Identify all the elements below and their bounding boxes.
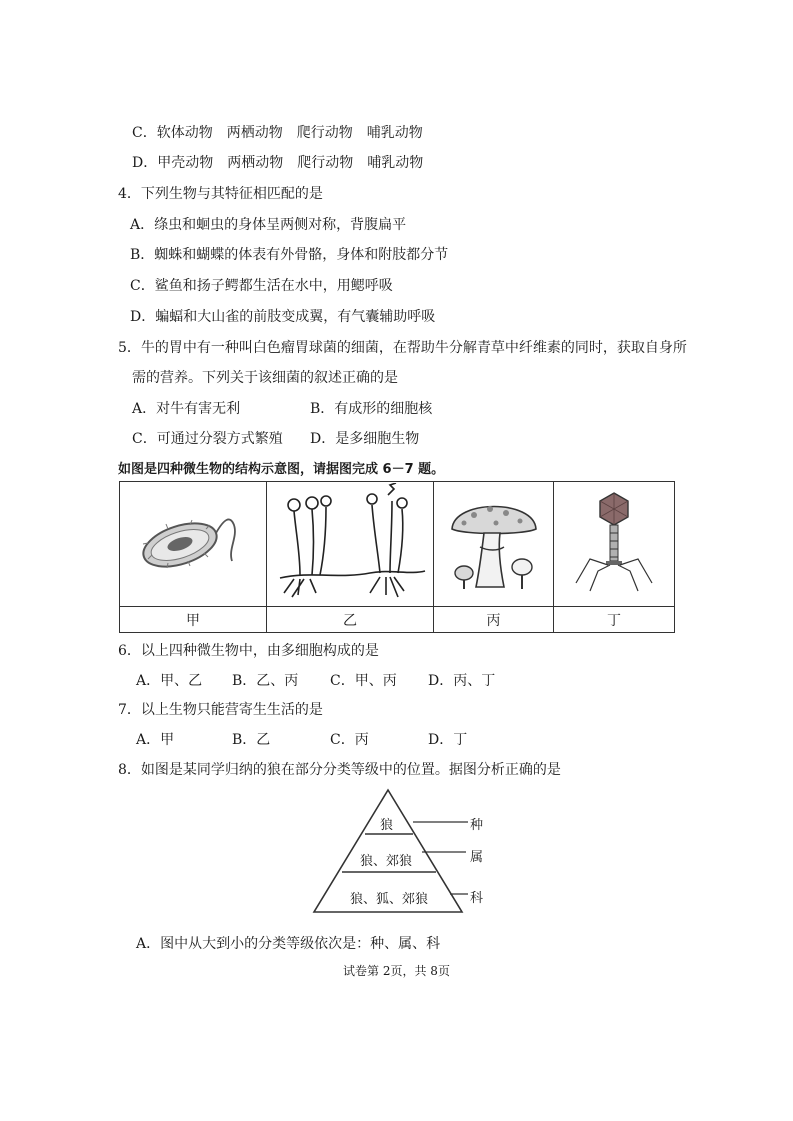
q3-option-d: D．甲壳动物 两栖动物 爬行动物 哺乳动物 xyxy=(132,155,424,171)
q5-option-d: D．是多细胞生物 xyxy=(310,431,420,447)
section-instruction: 如图是四种微生物的结构示意图，请据图完成 6－7 题。 xyxy=(118,462,445,477)
label-bing: 丙 xyxy=(434,607,554,633)
pyramid-tier-species: 狼 xyxy=(380,818,394,833)
q4-option-c: C．鲨鱼和扬子鳄都生活在水中，用鳃呼吸 xyxy=(130,278,393,294)
mold-illustration xyxy=(270,483,430,601)
mushroom-cell xyxy=(434,482,554,607)
q4-option-d: D．蝙蝠和大山雀的前肢变成翼，有气囊辅助呼吸 xyxy=(130,309,436,325)
bacteriophage-illustration xyxy=(564,487,664,597)
q6-option-c: C．甲、丙 xyxy=(330,673,397,689)
label-yi: 乙 xyxy=(267,607,434,633)
rank-label-family: 科 xyxy=(470,891,484,906)
microorganism-table xyxy=(119,481,675,633)
q7-option-d: D．丁 xyxy=(428,732,468,748)
q5-stem-line2: 需的营养。下列关于该细菌的叙述正确的是 xyxy=(132,370,398,386)
taxonomy-pyramid xyxy=(310,786,510,916)
q7-option-b: B．乙 xyxy=(232,732,271,748)
q5-stem-line1: 5．牛的胃中有一种叫白色瘤胃球菌的细菌，在帮助牛分解青草中纤维素的同时，获取自身所 xyxy=(118,340,687,356)
q6-option-a: A．甲、乙 xyxy=(136,673,203,689)
bacterium-illustration xyxy=(128,497,258,587)
q7-stem: 7．以上生物只能营寄生生活的是 xyxy=(118,702,323,718)
rank-label-genus: 属 xyxy=(470,850,484,865)
q6-option-d: D．丙、丁 xyxy=(428,673,496,689)
virus-cell xyxy=(554,482,675,607)
q5-option-a: A．对牛有害无利 xyxy=(132,401,241,417)
label-ding: 丁 xyxy=(554,607,675,633)
q4-option-b: B．蜘蛛和蝴蝶的体表有外骨骼，身体和附肢都分节 xyxy=(130,247,449,263)
q7-option-a: A．甲 xyxy=(136,732,175,748)
q5-option-b: B．有成形的细胞核 xyxy=(310,401,433,417)
q6-stem: 6．以上四种微生物中，由多细胞构成的是 xyxy=(118,643,379,659)
pyramid-tier-genus: 狼、郊狼 xyxy=(360,854,413,869)
mushroom-illustration xyxy=(444,487,544,597)
q6-option-b: B．乙、丙 xyxy=(232,673,299,689)
q8-option-a: A．图中从大到小的分类等级依次是：种、属、科 xyxy=(136,936,441,952)
q4-option-a: A．绦虫和蛔虫的身体呈两侧对称，背腹扁平 xyxy=(130,217,407,233)
label-jia: 甲 xyxy=(120,607,267,633)
q8-stem: 8．如图是某同学归纳的狼在部分分类等级中的位置。据图分析正确的是 xyxy=(118,762,561,778)
rank-label-species: 种 xyxy=(470,818,484,833)
q5-option-c: C．可通过分裂方式繁殖 xyxy=(132,431,283,447)
bacterium-cell xyxy=(120,482,267,607)
pyramid-tier-family: 狼、狐、郊狼 xyxy=(350,892,429,907)
mold-cell xyxy=(267,482,434,607)
q7-option-c: C．丙 xyxy=(330,732,369,748)
page-footer: 试卷第 2页，共 8页 xyxy=(343,964,450,978)
q3-option-c: C．软体动物 两栖动物 爬行动物 哺乳动物 xyxy=(132,125,423,141)
q4-stem: 4．下列生物与其特征相匹配的是 xyxy=(118,186,323,202)
